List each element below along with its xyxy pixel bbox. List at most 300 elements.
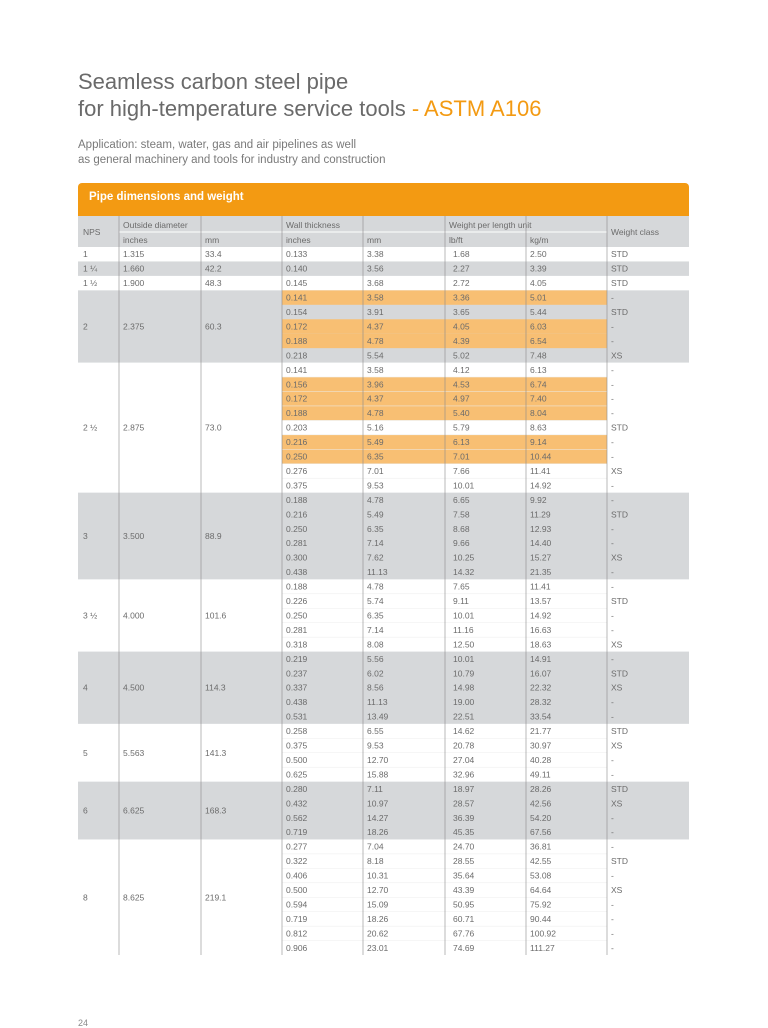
wall-mm-cell: 11.13	[367, 567, 388, 578]
wall-inches-cell: 0.141	[286, 364, 308, 375]
wall-mm-cell: 3.68	[367, 278, 384, 289]
wall-mm-cell: 5.54	[367, 350, 384, 361]
wall-inches-cell: 0.145	[286, 278, 308, 289]
wall-inches-cell: 0.156	[286, 379, 308, 390]
weight-lbft-cell: 60.71	[453, 913, 475, 924]
weight-lbft-cell: 22.51	[453, 711, 475, 722]
wall-mm-cell: 18.26	[367, 827, 389, 838]
wall-inches-cell: 0.219	[286, 653, 308, 664]
weight-kgm-cell: 6.03	[530, 321, 547, 332]
weight-class-cell: -	[611, 494, 614, 505]
wall-mm-cell: 5.74	[367, 596, 384, 607]
weight-class-cell: -	[611, 697, 614, 708]
col-od-mm: mm	[205, 235, 220, 245]
weight-class-cell: -	[611, 624, 614, 635]
weight-lbft-cell: 7.01	[453, 451, 470, 462]
wall-inches-cell: 0.562	[286, 812, 308, 823]
weight-lbft-cell: 14.62	[453, 726, 475, 737]
weight-kgm-cell: 13.57	[530, 596, 552, 607]
weight-lbft-cell: 8.68	[453, 523, 470, 534]
weight-lbft-cell: 3.65	[453, 307, 470, 318]
wall-mm-cell: 6.55	[367, 726, 384, 737]
weight-class-cell: -	[611, 335, 614, 346]
wall-mm-cell: 12.70	[367, 885, 389, 896]
wall-mm-cell: 11.13	[367, 697, 388, 708]
weight-kgm-cell: 49.11	[530, 769, 551, 780]
weight-lbft-cell: 10.01	[453, 480, 475, 491]
wall-mm-cell: 10.31	[367, 870, 389, 881]
weight-lbft-cell: 6.13	[453, 437, 470, 448]
od-inches-cell: 8.625	[123, 892, 145, 903]
wall-inches-cell: 0.277	[286, 841, 308, 852]
weight-class-cell: -	[611, 321, 614, 332]
weight-class-cell: -	[611, 480, 614, 491]
wall-mm-cell: 8.18	[367, 856, 384, 867]
od-inches-cell: 6.625	[123, 805, 145, 816]
weight-class-cell: -	[611, 841, 614, 852]
weight-class-cell: -	[611, 827, 614, 838]
wall-inches-cell: 0.322	[286, 856, 308, 867]
wall-mm-cell: 4.78	[367, 335, 384, 346]
od-inches-cell: 2.375	[123, 321, 145, 332]
weight-kgm-cell: 33.54	[530, 711, 552, 722]
weight-kgm-cell: 16.07	[530, 668, 552, 679]
weight-lbft-cell: 7.66	[453, 465, 470, 476]
wall-mm-cell: 9.53	[367, 740, 384, 751]
wall-inches-cell: 0.438	[286, 697, 308, 708]
wall-mm-cell: 6.35	[367, 451, 384, 462]
wall-mm-cell: 5.49	[367, 437, 384, 448]
weight-kgm-cell: 6.13	[530, 364, 547, 375]
wall-inches-cell: 0.250	[286, 451, 308, 462]
weight-kgm-cell: 18.63	[530, 639, 552, 650]
weight-lbft-cell: 28.55	[453, 856, 475, 867]
wall-inches-cell: 0.625	[286, 769, 308, 780]
wall-mm-cell: 15.88	[367, 769, 389, 780]
wall-mm-cell: 4.78	[367, 581, 384, 592]
weight-class-cell: STD	[611, 668, 628, 679]
wall-inches-cell: 0.531	[286, 711, 308, 722]
weight-lbft-cell: 10.79	[453, 668, 475, 679]
od-mm-cell: 168.3	[205, 805, 227, 816]
weight-lbft-cell: 14.32	[453, 567, 475, 578]
weight-kgm-cell: 7.40	[530, 393, 547, 404]
wall-inches-cell: 0.318	[286, 639, 308, 650]
standard-code: ASTM A106	[424, 96, 542, 121]
weight-lbft-cell: 11.16	[453, 624, 474, 635]
highlight-row	[282, 290, 607, 304]
nps-cell: 6	[83, 805, 88, 816]
title-line-1: Seamless carbon steel pipe	[78, 69, 349, 94]
weight-class-cell: -	[611, 711, 614, 722]
col-weight-per-length: Weight per length unit	[449, 220, 532, 230]
nps-cell: 5	[83, 747, 88, 758]
weight-kgm-cell: 16.63	[530, 624, 552, 635]
weight-lbft-cell: 43.39	[453, 885, 475, 896]
weight-kgm-cell: 36.81	[530, 841, 552, 852]
weight-class-cell: -	[611, 754, 614, 765]
col-od-inches: inches	[123, 235, 148, 245]
od-mm-cell: 60.3	[205, 321, 222, 332]
weight-class-cell: -	[611, 364, 614, 375]
wall-inches-cell: 0.218	[286, 350, 308, 361]
wall-inches-cell: 0.438	[286, 567, 308, 578]
od-inches-cell: 1.900	[123, 278, 145, 289]
wall-inches-cell: 0.432	[286, 798, 308, 809]
highlight-row	[282, 392, 607, 406]
wall-mm-cell: 10.97	[367, 798, 389, 809]
highlight-row	[282, 435, 607, 449]
weight-kgm-cell: 67.56	[530, 827, 552, 838]
weight-kgm-cell: 100.92	[530, 928, 556, 939]
weight-kgm-cell: 5.44	[530, 307, 547, 318]
weight-kgm-cell: 6.54	[530, 335, 547, 346]
nps-cell: 8	[83, 892, 88, 903]
weight-class-cell: -	[611, 451, 614, 462]
weight-class-cell: XS	[611, 885, 623, 896]
weight-lbft-cell: 35.64	[453, 870, 475, 881]
weight-class-cell: -	[611, 870, 614, 881]
wall-mm-cell: 4.37	[367, 393, 384, 404]
weight-kgm-cell: 53.08	[530, 870, 552, 881]
nps-cell: 1 ½	[83, 278, 98, 289]
weight-kgm-cell: 28.26	[530, 783, 552, 794]
wall-inches-cell: 0.300	[286, 552, 308, 563]
table-title-bar: Pipe dimensions and weight	[78, 183, 689, 216]
weight-class-cell: -	[611, 393, 614, 404]
weight-lbft-cell: 27.04	[453, 754, 475, 765]
weight-kgm-cell: 21.35	[530, 567, 552, 578]
wall-inches-cell: 0.812	[286, 928, 308, 939]
weight-lbft-cell: 1.68	[453, 249, 470, 260]
weight-kgm-cell: 90.44	[530, 913, 552, 924]
weight-kgm-cell: 14.92	[530, 480, 552, 491]
wall-mm-cell: 3.38	[367, 249, 384, 260]
weight-kgm-cell: 14.92	[530, 610, 552, 621]
weight-class-cell: -	[611, 942, 614, 953]
weight-kgm-cell: 28.32	[530, 697, 552, 708]
weight-class-cell: STD	[611, 509, 628, 520]
weight-class-cell: -	[611, 653, 614, 664]
weight-class-cell: -	[611, 812, 614, 823]
weight-kgm-cell: 42.55	[530, 856, 552, 867]
weight-kgm-cell: 42.56	[530, 798, 552, 809]
wall-mm-cell: 3.58	[367, 364, 384, 375]
weight-lbft-cell: 4.05	[453, 321, 470, 332]
wall-inches-cell: 0.250	[286, 610, 308, 621]
wall-inches-cell: 0.281	[286, 624, 308, 635]
wall-inches-cell: 0.203	[286, 422, 308, 433]
wall-inches-cell: 0.281	[286, 538, 308, 549]
weight-class-cell: STD	[611, 263, 628, 274]
nps-cell: 3	[83, 531, 88, 541]
wall-mm-cell: 9.53	[367, 480, 384, 491]
weight-lbft-cell: 7.58	[453, 509, 470, 520]
weight-lbft-cell: 67.76	[453, 928, 475, 939]
weight-lbft-cell: 2.27	[453, 263, 470, 274]
wall-mm-cell: 7.62	[367, 552, 384, 563]
nps-cell: 1	[83, 249, 88, 260]
wall-mm-cell: 6.02	[367, 668, 384, 679]
wall-inches-cell: 0.250	[286, 523, 308, 534]
wall-mm-cell: 5.49	[367, 509, 384, 520]
wall-mm-cell: 4.37	[367, 321, 384, 332]
weight-class-cell: STD	[611, 726, 628, 737]
wall-mm-cell: 3.96	[367, 379, 384, 390]
weight-lbft-cell: 10.25	[453, 552, 475, 563]
weight-class-cell: -	[611, 408, 614, 419]
od-inches-cell: 3.500	[123, 531, 145, 541]
weight-kgm-cell: 40.28	[530, 754, 552, 765]
weight-class-cell: XS	[611, 798, 623, 809]
col-outside-diameter: Outside diameter	[123, 220, 188, 230]
title-line-2-text: for high-temperature service tools	[78, 96, 406, 121]
weight-class-cell: -	[611, 899, 614, 910]
weight-lbft-cell: 3.36	[453, 292, 470, 303]
weight-lbft-cell: 2.72	[453, 278, 470, 289]
weight-class-cell: XS	[611, 682, 623, 693]
weight-class-cell: -	[611, 538, 614, 549]
wall-inches-cell: 0.226	[286, 596, 308, 607]
weight-kgm-cell: 10.44	[530, 451, 552, 462]
application-line-1: Application: steam, water, gas and air pipelines as well	[78, 139, 357, 151]
weight-lbft-cell: 5.02	[453, 350, 470, 361]
wall-inches-cell: 0.500	[286, 885, 308, 896]
wall-mm-cell: 5.16	[367, 422, 384, 433]
weight-lbft-cell: 28.57	[453, 798, 475, 809]
od-inches-cell: 4.500	[123, 682, 145, 693]
weight-lbft-cell: 4.53	[453, 379, 470, 390]
weight-class-cell: -	[611, 928, 614, 939]
weight-kgm-cell: 11.41	[530, 581, 551, 592]
weight-class-cell: -	[611, 567, 614, 578]
weight-lbft-cell: 12.50	[453, 639, 475, 650]
highlight-row	[282, 406, 607, 420]
weight-lbft-cell: 19.00	[453, 697, 475, 708]
wall-mm-cell: 5.56	[367, 653, 384, 664]
wall-mm-cell: 4.78	[367, 408, 384, 419]
nps-cell: 4	[83, 682, 88, 693]
wall-inches-cell: 0.280	[286, 783, 308, 794]
wall-inches-cell: 0.906	[286, 942, 308, 953]
title-separator: -	[405, 96, 425, 121]
od-mm-cell: 88.9	[205, 531, 222, 541]
wall-inches-cell: 0.719	[286, 913, 308, 924]
weight-lbft-cell: 10.01	[453, 653, 475, 664]
weight-kgm-cell: 9.14	[530, 437, 547, 448]
weight-lbft-cell: 5.79	[453, 422, 470, 433]
page-number: 24	[78, 1018, 89, 1028]
col-w-lbft: lb/ft	[449, 235, 463, 245]
wall-inches-cell: 0.237	[286, 668, 308, 679]
highlight-row	[282, 449, 607, 463]
weight-lbft-cell: 4.39	[453, 335, 470, 346]
wall-mm-cell: 7.11	[367, 783, 383, 794]
weight-lbft-cell: 50.95	[453, 899, 475, 910]
weight-kgm-cell: 7.48	[530, 350, 547, 361]
weight-kgm-cell: 30.97	[530, 740, 552, 751]
weight-kgm-cell: 3.39	[530, 263, 547, 274]
weight-class-cell: -	[611, 610, 614, 621]
wall-inches-cell: 0.141	[286, 292, 308, 303]
wall-mm-cell: 8.08	[367, 639, 384, 650]
weight-class-cell: STD	[611, 783, 628, 794]
highlight-row	[282, 334, 607, 348]
wall-mm-cell: 7.01	[367, 465, 384, 476]
od-inches-cell: 5.563	[123, 747, 145, 758]
weight-kgm-cell: 14.91	[530, 653, 552, 664]
weight-kgm-cell: 2.50	[530, 249, 547, 260]
weight-lbft-cell: 10.01	[453, 610, 475, 621]
weight-class-cell: -	[611, 523, 614, 534]
wall-mm-cell: 7.14	[367, 538, 384, 549]
weight-class-cell: -	[611, 769, 614, 780]
weight-kgm-cell: 6.74	[530, 379, 547, 390]
wall-inches-cell: 0.133	[286, 249, 308, 260]
wall-inches-cell: 0.216	[286, 509, 308, 520]
weight-lbft-cell: 24.70	[453, 841, 475, 852]
col-wt-inches: inches	[286, 235, 311, 245]
weight-class-cell: XS	[611, 552, 623, 563]
weight-class-cell: STD	[611, 278, 628, 289]
weight-class-cell: STD	[611, 422, 628, 433]
nps-cell: 3 ½	[83, 610, 98, 621]
wall-inches-cell: 0.188	[286, 408, 308, 419]
weight-class-cell: -	[611, 437, 614, 448]
od-mm-cell: 73.0	[205, 422, 222, 433]
weight-class-cell: XS	[611, 465, 623, 476]
weight-kgm-cell: 8.63	[530, 422, 547, 433]
weight-class-cell: STD	[611, 249, 628, 260]
highlight-row	[282, 319, 607, 333]
wall-inches-cell: 0.188	[286, 581, 308, 592]
wall-inches-cell: 0.406	[286, 870, 308, 881]
highlight-row	[282, 377, 607, 391]
col-nps: NPS	[83, 227, 101, 237]
wall-mm-cell: 3.91	[367, 307, 384, 318]
wall-inches-cell: 0.154	[286, 307, 308, 318]
weight-class-cell: XS	[611, 350, 623, 361]
weight-class-cell: STD	[611, 856, 628, 867]
wall-mm-cell: 7.14	[367, 624, 384, 635]
weight-class-cell: XS	[611, 740, 623, 751]
wall-inches-cell: 0.140	[286, 263, 308, 274]
weight-class-cell: -	[611, 581, 614, 592]
weight-lbft-cell: 4.12	[453, 364, 470, 375]
weight-kgm-cell: 9.92	[530, 494, 547, 505]
wall-mm-cell: 13.49	[367, 711, 389, 722]
weight-lbft-cell: 5.40	[453, 408, 470, 419]
weight-kgm-cell: 11.41	[530, 465, 551, 476]
nps-cell: 1 ¼	[83, 263, 98, 274]
weight-kgm-cell: 15.27	[530, 552, 552, 563]
od-mm-cell: 219.1	[205, 892, 227, 903]
weight-class-cell: STD	[611, 307, 628, 318]
weight-lbft-cell: 32.96	[453, 769, 475, 780]
weight-kgm-cell: 111.27	[530, 942, 555, 953]
wall-inches-cell: 0.375	[286, 740, 308, 751]
application-line-2: as general machinery and tools for industry and construction	[78, 154, 386, 166]
weight-kgm-cell: 21.77	[530, 726, 552, 737]
weight-class-cell: STD	[611, 596, 628, 607]
weight-lbft-cell: 4.97	[453, 393, 470, 404]
wall-inches-cell: 0.188	[286, 494, 308, 505]
weight-kgm-cell: 8.04	[530, 408, 547, 419]
od-inches-cell: 1.315	[123, 249, 145, 260]
wall-mm-cell: 4.78	[367, 494, 384, 505]
weight-lbft-cell: 9.11	[453, 596, 469, 607]
weight-kgm-cell: 64.64	[530, 885, 552, 896]
weight-lbft-cell: 7.65	[453, 581, 470, 592]
nps-cell: 2 ½	[83, 422, 98, 433]
wall-inches-cell: 0.172	[286, 321, 308, 332]
weight-lbft-cell: 18.97	[453, 783, 475, 794]
weight-kgm-cell: 22.32	[530, 682, 552, 693]
wall-inches-cell: 0.375	[286, 480, 308, 491]
od-inches-cell: 4.000	[123, 610, 145, 621]
weight-lbft-cell: 9.66	[453, 538, 470, 549]
wall-inches-cell: 0.188	[286, 335, 308, 346]
weight-kgm-cell: 14.40	[530, 538, 552, 549]
weight-kgm-cell: 11.29	[530, 509, 551, 520]
wall-inches-cell: 0.337	[286, 682, 308, 693]
od-mm-cell: 141.3	[205, 747, 227, 758]
col-w-kgm: kg/m	[530, 235, 549, 245]
weight-lbft-cell: 36.39	[453, 812, 475, 823]
wall-mm-cell: 3.56	[367, 263, 384, 274]
wall-inches-cell: 0.276	[286, 465, 308, 476]
wall-mm-cell: 12.70	[367, 754, 389, 765]
weight-kgm-cell: 54.20	[530, 812, 552, 823]
weight-class-cell: -	[611, 292, 614, 303]
weight-class-cell: XS	[611, 639, 623, 650]
weight-lbft-cell: 74.69	[453, 942, 475, 953]
od-mm-cell: 114.3	[205, 682, 226, 693]
col-weight-class: Weight class	[611, 227, 660, 237]
weight-class-cell: -	[611, 379, 614, 390]
weight-kgm-cell: 4.05	[530, 278, 547, 289]
wall-inches-cell: 0.258	[286, 726, 308, 737]
weight-kgm-cell: 12.93	[530, 523, 552, 534]
wall-mm-cell: 18.26	[367, 913, 389, 924]
od-mm-cell: 42.2	[205, 263, 222, 274]
weight-lbft-cell: 14.98	[453, 682, 475, 693]
table-column-headers	[78, 216, 689, 247]
weight-lbft-cell: 6.65	[453, 494, 470, 505]
od-mm-cell: 48.3	[205, 278, 222, 289]
weight-kgm-cell: 5.01	[530, 292, 547, 303]
od-inches-cell: 1.660	[123, 263, 145, 274]
nps-cell: 2	[83, 321, 88, 332]
wall-inches-cell: 0.594	[286, 899, 308, 910]
col-wall-thickness: Wall thickness	[286, 220, 341, 230]
weight-class-cell: -	[611, 913, 614, 924]
wall-mm-cell: 15.09	[367, 899, 389, 910]
wall-mm-cell: 3.58	[367, 292, 384, 303]
weight-lbft-cell: 20.78	[453, 740, 475, 751]
wall-mm-cell: 8.56	[367, 682, 384, 693]
wall-mm-cell: 14.27	[367, 812, 389, 823]
wall-mm-cell: 23.01	[367, 942, 389, 953]
wall-mm-cell: 6.35	[367, 523, 384, 534]
col-wt-mm: mm	[367, 235, 382, 245]
wall-mm-cell: 7.04	[367, 841, 384, 852]
wall-inches-cell: 0.500	[286, 754, 308, 765]
weight-lbft-cell: 45.35	[453, 827, 475, 838]
wall-mm-cell: 20.62	[367, 928, 389, 939]
wall-inches-cell: 0.216	[286, 437, 308, 448]
od-mm-cell: 101.6	[205, 610, 227, 621]
